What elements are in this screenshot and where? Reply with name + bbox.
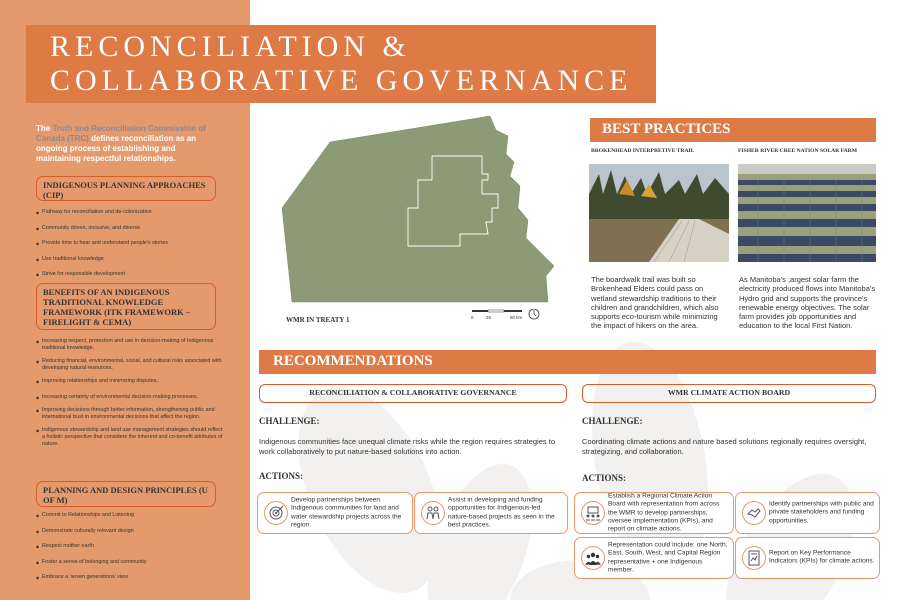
action-text: Develop partnerships between Indigenous communities for land and water stewardship projects across the region.	[291, 496, 402, 529]
challenge-label-right: CHALLENGE:	[582, 416, 643, 426]
actions-label-right: ACTIONS:	[582, 473, 627, 483]
map-caption: WMR IN TREATY 1	[286, 316, 350, 324]
intro-highlight: Truth and Reconciliation Commission of Canada (TRC)	[36, 124, 206, 143]
itk-list	[36, 338, 226, 448]
treaty-region-shape	[282, 116, 554, 302]
section-title-cip: INDIGENOUS PLANNING APPROACHES (CIP)	[36, 176, 216, 201]
list-item: ◆ Respect mother earth	[36, 543, 226, 550]
report-icon	[742, 546, 766, 570]
challenge-label-left: CHALLENGE:	[259, 416, 320, 426]
list-item: ◆ Commit to Relationships and Listening	[36, 512, 226, 519]
page-title	[26, 25, 656, 103]
section-title-itk: BENEFITS OF AN INDIGENOUS TRADITIONAL KNOWLEDGE FRAMEWORK (ITK FRAMEWORK – FIRELIGHT & CEMA)	[36, 283, 216, 330]
list-item: ◆ Reducing financial, environmental, social, and cultural risks associated with developing natural resources,	[36, 358, 226, 372]
target-icon	[264, 501, 288, 525]
bp-text-solar: As Manitoba's ;argest solar farm the electricity produced flows into Manitoba's Hydro grid and supports the province's renewable energy objectives. The solar farm provides job opportunities and education to the local First Nation.	[739, 275, 876, 331]
title-line-1: RECONCILIATION &	[50, 30, 411, 63]
scale-label-0: 0	[471, 315, 474, 320]
board-icon	[581, 501, 605, 525]
list-item: ◆ Use traditional knowledge	[36, 256, 226, 263]
title-line-2: COLLABORATIVE GOVERNANCE	[50, 64, 633, 97]
list-item: ◆ Improving relationships and minimizing disputes,	[36, 378, 226, 385]
action-card	[574, 537, 734, 579]
section-title-principles: PLANNING AND DESIGN PRINCIPLES (U OF M)	[36, 481, 216, 507]
solar-farm-photo	[738, 164, 876, 262]
list-item: ◆ Increasing respect, protection and use in decision-making of Indigenous traditional knowledge,	[36, 338, 226, 352]
scale-label-50: 50 km	[510, 315, 523, 320]
bp-text-trail: The boardwalk trail was built so Brokenhead Elders could pass on wetland stewardship traditions to their children and grandchildren, which also supports eco-tourism while minimizing the impact of hikers on the area.	[591, 275, 719, 331]
recommendations-heading: RECOMMENDATIONS	[259, 350, 876, 374]
wmr-treaty-map	[282, 116, 554, 306]
action-text: Assist in developing and funding opportunities for Indigenous-led nature-based projects as seen in the best practices.	[448, 496, 555, 529]
handshake-icon	[742, 501, 766, 525]
action-text: Identify partnerships with public and private stakeholders and funding opportunities.	[769, 500, 874, 525]
list-item: ◆ Increasing certainty of environmental decision-making processes,	[36, 394, 226, 401]
actions-label-left: ACTIONS:	[259, 471, 304, 481]
list-item: ◆ Pathway for reconciliation and de-colonization	[36, 209, 226, 216]
action-text: Report on Key Performance Indicators (KPIs) for climate actions.	[769, 549, 875, 565]
list-item: ◆ Embrace a 'seven generations' view	[36, 574, 226, 581]
list-item: ◆ Demonstrate culturally relevant design	[36, 528, 226, 535]
challenge-text-left: Indigenous communities face unequal climate risks while the region requires strategies to work collaboratively to put nature-based solutions into action.	[259, 437, 555, 456]
principles-list	[36, 512, 226, 581]
scale-label-25: 25	[486, 315, 492, 320]
list-item: ◆ Foster a sense of belonging and community	[36, 559, 226, 566]
action-card	[735, 492, 880, 534]
list-item: ◆ Improving decisions through better information, strengthening public and international trust in environmental decisions that affect the region.	[36, 407, 226, 421]
intro-prefix: The	[36, 124, 53, 133]
best-practices-heading: BEST PRACTICES	[590, 118, 876, 142]
trail-photo	[589, 164, 729, 262]
rec-title-climate-board: WMR CLIMATE ACTION BOARD	[582, 384, 876, 403]
list-item: ◆ Community driven, inclusive, and diverse	[36, 225, 226, 232]
challenge-text-right: Coordinating climate actions and nature based solutions regionally requires oversight, strategizing, and collaboration.	[582, 437, 867, 456]
list-item: ◆ Strive for responsible development	[36, 271, 226, 278]
action-text: Representation could include: one North, East, South, West, and Capital Region representative + one Indigenous member.	[608, 541, 728, 574]
action-card	[735, 537, 880, 579]
people-icon	[581, 546, 605, 570]
action-card	[257, 492, 413, 534]
bp-title-trail: BROKENHEAD INTERPRETIVE TRAIL	[591, 148, 695, 154]
list-item: ◆ Indigenous stewardship and land use management strategies should reflect a holistic perspective that considers the inherent and co-benefit attributes of nature.	[36, 427, 226, 448]
rec-title-reconciliation: RECONCILIATION & COLLABORATIVE GOVERNANCE	[259, 384, 567, 403]
cip-list	[36, 209, 226, 278]
action-text: Establish a Regional Climate Action Board with representation from across the WMR to develop partnerships, oversee implementation (KPIs), and report on climate actions.	[608, 492, 720, 533]
community-icon	[421, 501, 445, 525]
action-card	[574, 492, 734, 534]
intro-text	[36, 124, 216, 164]
bp-title-solar: FISHER RIVER CREE NATION SOLAR FARM	[738, 148, 857, 154]
intro-suffix: defines reconciliation as an ongoing process of establishing and maintaining respectful relationships.	[36, 134, 197, 163]
list-item: ◆ Provide time to hear and understand people's stories	[36, 240, 226, 247]
scale-bar	[470, 309, 540, 321]
action-card	[414, 492, 568, 534]
